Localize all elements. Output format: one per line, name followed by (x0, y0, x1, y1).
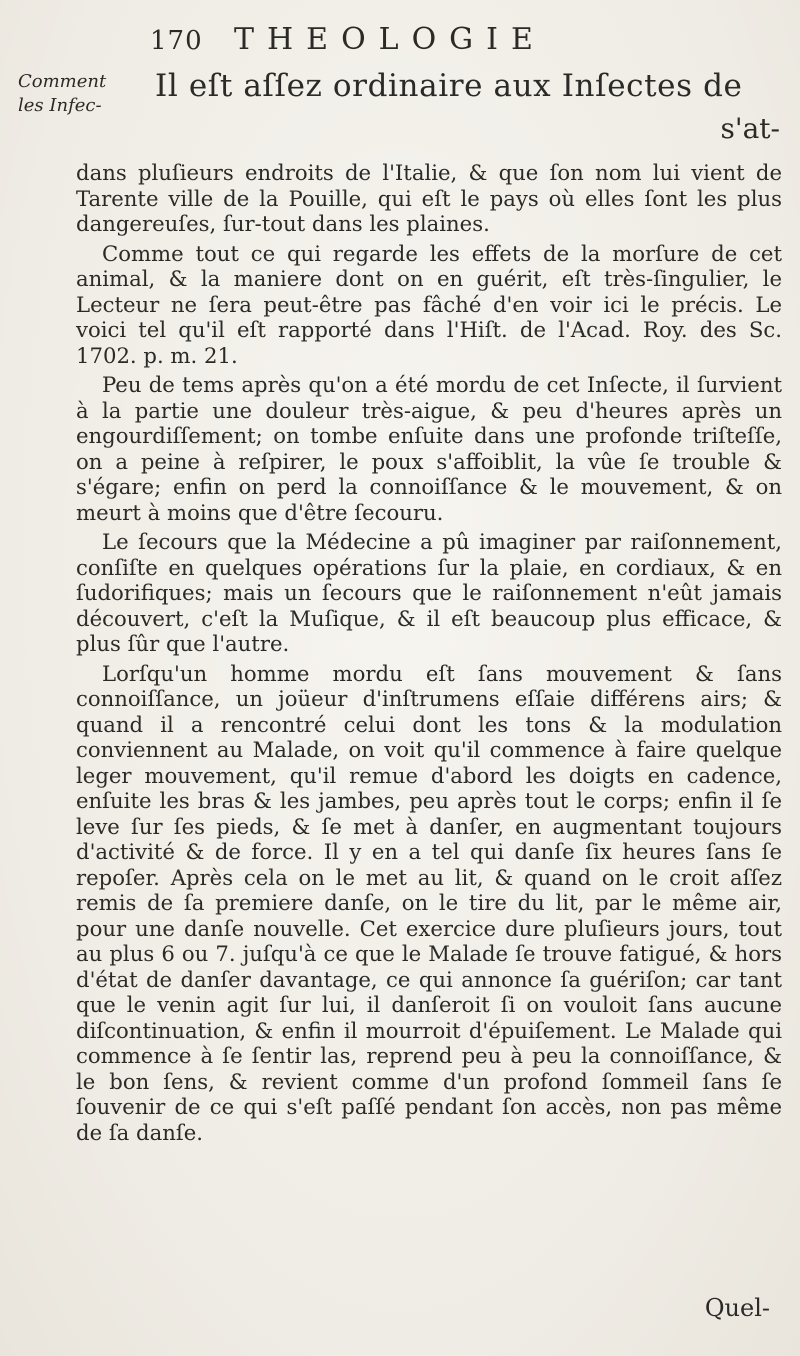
paragraph-2: Comme tout ce qui regarde les effets de la morſure de cet animal, & la maniere dont on en guérit, eſt très-ſingulier, le Lecteur ne ſera peut-être pas fâché d'en voir ici le précis. Le voici tel qu'il eſt rapporté dans l'Hiſt. de l'Acad. Roy. des Sc. 1702. p. m. 21. (76, 240, 782, 368)
margin-note-line-2: les Infec- (18, 95, 102, 116)
margin-note (18, 70, 128, 118)
paragraph-4: Le ſecours que la Médecine a pû imaginer par raiſonnement, conſiſte en quelques opérations ſur la plaie, en cordiaux, & en ſudorifiques; mais un ſecours que le raiſonnement n'eût jamais découvert, c'eſt la Muſique, & il eſt beaucoup plus efficace, & plus ſûr que l'autre. (76, 529, 782, 656)
lead-line: Il eſt aſſez ordinaire aux Inſectes de (155, 68, 743, 104)
page-number: 170 (150, 26, 203, 56)
margin-note-line-1: Comment (18, 71, 107, 92)
paragraph-1: dans pluſieurs endroits de l'Italie, & que ſon nom lui vient de Tarente ville de la Pouille, qui eſt le pays où elles ſont les plus dangereuſes, ſur-tout dans les plaines. (76, 160, 782, 236)
top-catchword: s'at- (720, 112, 780, 145)
running-head (150, 22, 710, 62)
body-text (76, 160, 782, 1149)
catchword: Quel- (704, 1294, 770, 1322)
paragraph-5: Lorſqu'un homme mordu eſt ſans mouvement & ſans connoiſſance, un joüeur d'inſtrumens eſſaie différens airs; & quand il a rencontré celui dont les tons & la modulation conviennent au Malade, on voit qu'il commence à faire quelque leger mouvement, qu'il remue d'abord les doigts en cadence, enſuite les bras & les jambes, peu après tout le corps; enfin il ſe leve ſur ſes pieds, & ſe met à danſer, en augmentant toujours d'activité & de force. Il y en a tel qui danſe ſix heures ſans ſe repoſer. Après cela on le met au lit, & quand on le croit aſſez remis de ſa premiere danſe, on le tire du lit, par le même air, pour une danſe nouvelle. Cet exercice dure pluſieurs jours, tout au plus 6 ou 7. juſqu'à ce que le Malade ſe trouve fatigué, & hors d'état de danſer davantage, ce qui annonce ſa guériſon; car tant que le venin agit ſur lui, il danſeroit ſi on vouloit ſans aucune diſcontinuation, & enfin il mourroit d'épuiſement. Le Malade qui commence à ſe ſentir las, reprend peu à peu la connoiſſance, & le bon ſens, & revient comme d'un profond ſommeil ſans ſe ſouvenir de ce qui s'eſt paſſé pendant ſon accès, non pas même de ſa danſe. (76, 660, 782, 1145)
running-title: THEOLOGIE (234, 22, 546, 57)
paragraph-3: Peu de tems après qu'on a été mordu de cet Inſecte, il ſurvient à la partie une douleur très-aigue, & peu d'heures après un engourdiſſement; on tombe enſuite dans une profonde triſteſſe, on a peine à reſpirer, le poux s'affoiblit, la vûe ſe trouble & s'égare; enfin on perd la connoiſſance & le mouvement, & on meurt à moins que d'être ſecouru. (76, 372, 782, 525)
